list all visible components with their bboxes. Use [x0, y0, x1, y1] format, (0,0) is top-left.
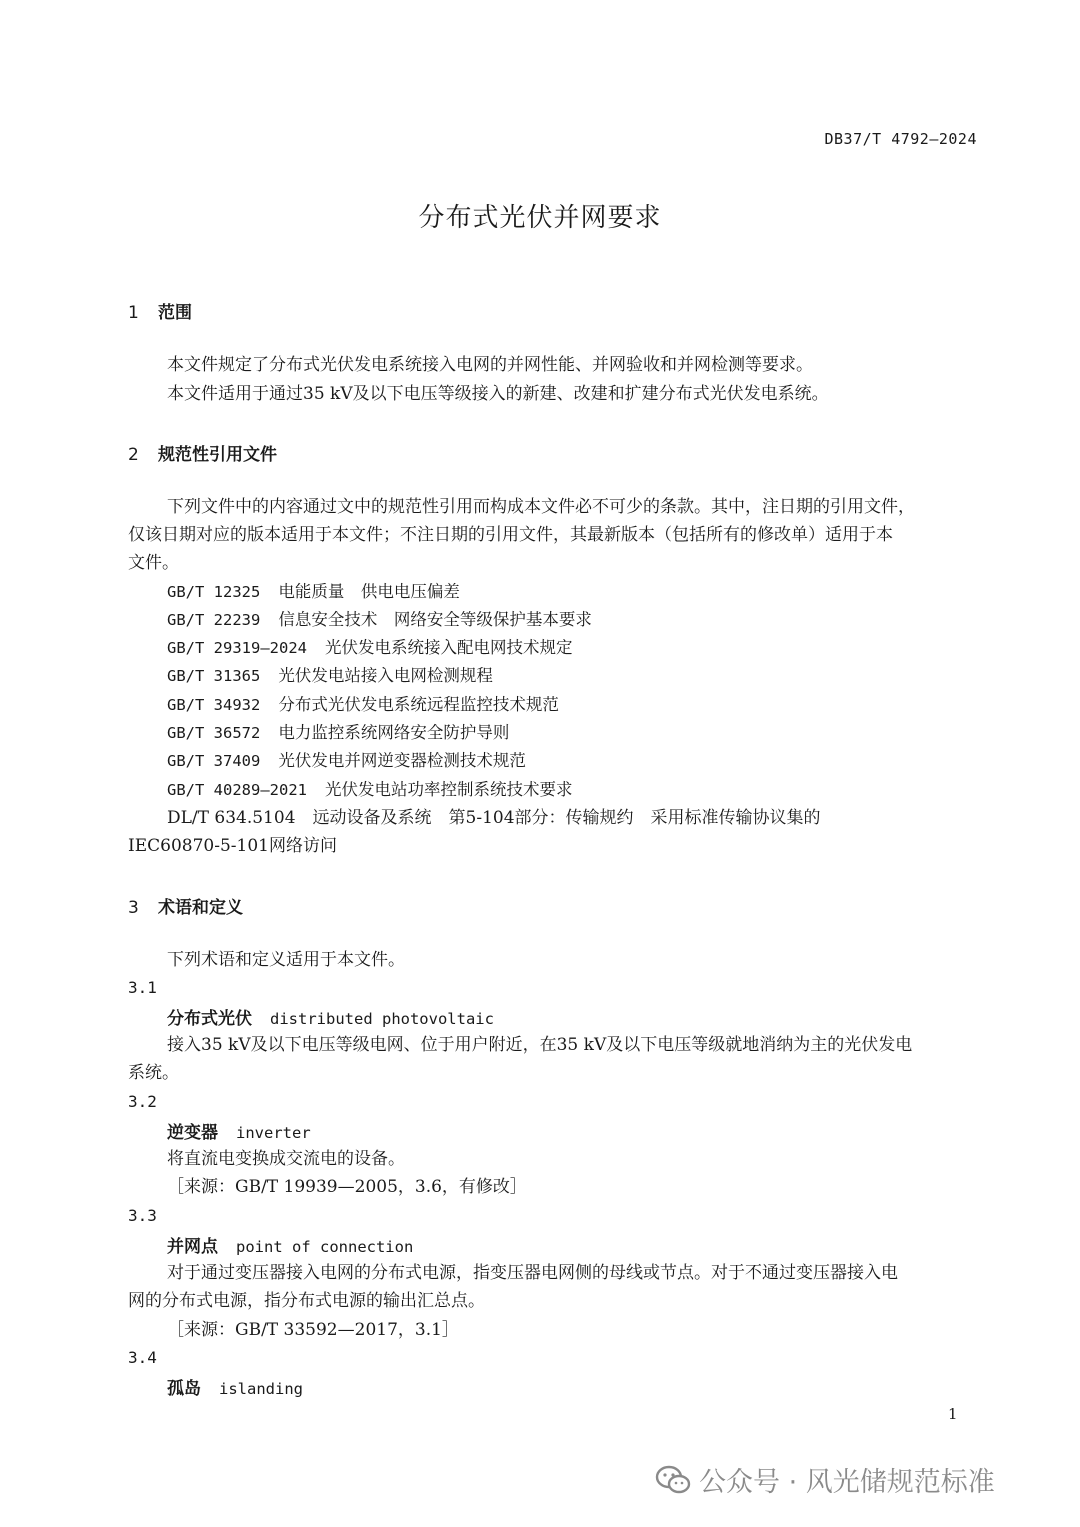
reference-title: 光伏发电站功率控制系统技术要求 — [324, 780, 573, 799]
section-title: 规范性引用文件 — [158, 445, 277, 465]
scope-paragraph-1: 本文件规定了分布式光伏发电系统接入电网的并网性能、并网验收和并网检测等要求。 — [167, 355, 813, 375]
document-title: 分布式光伏并网要求 — [418, 203, 662, 233]
reference-code: GB/T 29319—2024 — [167, 639, 307, 657]
reference-item — [167, 776, 572, 804]
term-source: ［来源：GB/T 19939—2005，3.6，有修改］ — [167, 1177, 527, 1197]
term-en: inverter — [236, 1124, 311, 1142]
section-title: 术语和定义 — [158, 898, 243, 918]
term-zh: 并网点 — [167, 1237, 218, 1257]
reference-code: GB/T 40289—2021 — [167, 781, 307, 799]
term-zh: 孤岛 — [167, 1379, 201, 1399]
references-intro-line-3: 文件。 — [128, 553, 179, 573]
reference-item — [167, 747, 526, 775]
reference-title: 光伏发电系统接入配电网技术规定 — [324, 638, 573, 657]
reference-item — [167, 606, 592, 634]
term-number: 3.4 — [128, 1348, 157, 1367]
references-intro-line-1: 下列文件中的内容通过文中的规范性引用而构成本文件必不可少的条款。其中，注日期的引用文件， — [167, 497, 915, 517]
reference-title: 光伏发电并网逆变器检测技术规范 — [278, 751, 526, 770]
terms-intro: 下列术语和定义适用于本文件。 — [167, 950, 405, 970]
section-number: 3 — [128, 898, 139, 918]
term-definition-line-1: 将直流电变换成交流电的设备。 — [167, 1149, 405, 1169]
reference-title: 分布式光伏发电系统远程监控技术规范 — [278, 695, 559, 714]
reference-item — [167, 634, 572, 662]
term-heading — [167, 1118, 311, 1143]
term-definition-line-2: 网的分布式电源，指分布式电源的输出汇总点。 — [128, 1291, 485, 1311]
reference-code: GB/T 22239 — [167, 611, 261, 629]
section-2-heading — [128, 440, 277, 465]
section-number: 1 — [128, 303, 139, 323]
watermark — [655, 1460, 995, 1499]
reference-code: GB/T 34932 — [167, 696, 261, 714]
term-heading — [167, 1232, 413, 1257]
reference-code: GB/T 31365 — [167, 667, 261, 685]
scope-paragraph-2: 本文件适用于通过35 kV及以下电压等级接入的新建、改建和扩建分布式光伏发电系统。 — [167, 384, 829, 404]
reference-dl-line-2: IEC60870-5-101网络访问 — [128, 836, 337, 856]
reference-code: GB/T 37409 — [167, 752, 261, 770]
page-number: 1 — [948, 1405, 958, 1423]
watermark-text: 公众号 · 风光储规范标准 — [699, 1467, 995, 1498]
reference-title: 信息安全技术 网络安全等级保护基本要求 — [278, 610, 592, 629]
section-3-heading — [128, 893, 243, 918]
references-intro-line-2: 仅该日期对应的版本适用于本文件；不注日期的引用文件，其最新版本（包括所有的修改单）适用于本 — [128, 525, 893, 545]
term-heading — [167, 1374, 303, 1399]
section-title: 范围 — [158, 303, 192, 323]
term-zh: 分布式光伏 — [167, 1009, 252, 1029]
section-number: 2 — [128, 445, 139, 465]
reference-code: GB/T 12325 — [167, 583, 261, 601]
reference-title: 电能质量 供电电压偏差 — [278, 582, 460, 601]
reference-item — [167, 662, 493, 690]
reference-dl-line-1: DL/T 634.5104 远动设备及系统 第5-104部分：传输规约 采用标准传输协议集的 — [167, 808, 821, 828]
term-en: distributed photovoltaic — [270, 1010, 494, 1028]
reference-item — [167, 719, 509, 747]
term-zh: 逆变器 — [167, 1123, 218, 1143]
term-source: ［来源：GB/T 33592—2017，3.1］ — [167, 1320, 459, 1340]
wechat-icon — [655, 1465, 691, 1495]
reference-item — [167, 691, 559, 719]
reference-title: 电力监控系统网络安全防护导则 — [278, 723, 510, 742]
term-en: point of connection — [236, 1238, 414, 1256]
term-number: 3.1 — [128, 978, 157, 997]
term-number: 3.3 — [128, 1206, 157, 1225]
term-en: islanding — [219, 1380, 303, 1398]
reference-code: GB/T 36572 — [167, 724, 261, 742]
term-definition-line-1: 接入35 kV及以下电压等级电网、位于用户附近，在35 kV及以下电压等级就地消纳为主的光伏发电 — [167, 1035, 913, 1055]
term-heading — [167, 1004, 494, 1029]
section-1-heading — [128, 298, 192, 323]
reference-title: 光伏发电站接入电网检测规程 — [278, 666, 493, 685]
reference-item — [167, 578, 460, 606]
standard-code: DB37/T 4792—2024 — [824, 130, 977, 148]
term-definition-line-2: 系统。 — [128, 1063, 179, 1083]
term-definition-line-1: 对于通过变压器接入电网的分布式电源，指变压器电网侧的母线或节点。对于不通过变压器接入电 — [167, 1263, 898, 1283]
term-number: 3.2 — [128, 1092, 157, 1111]
